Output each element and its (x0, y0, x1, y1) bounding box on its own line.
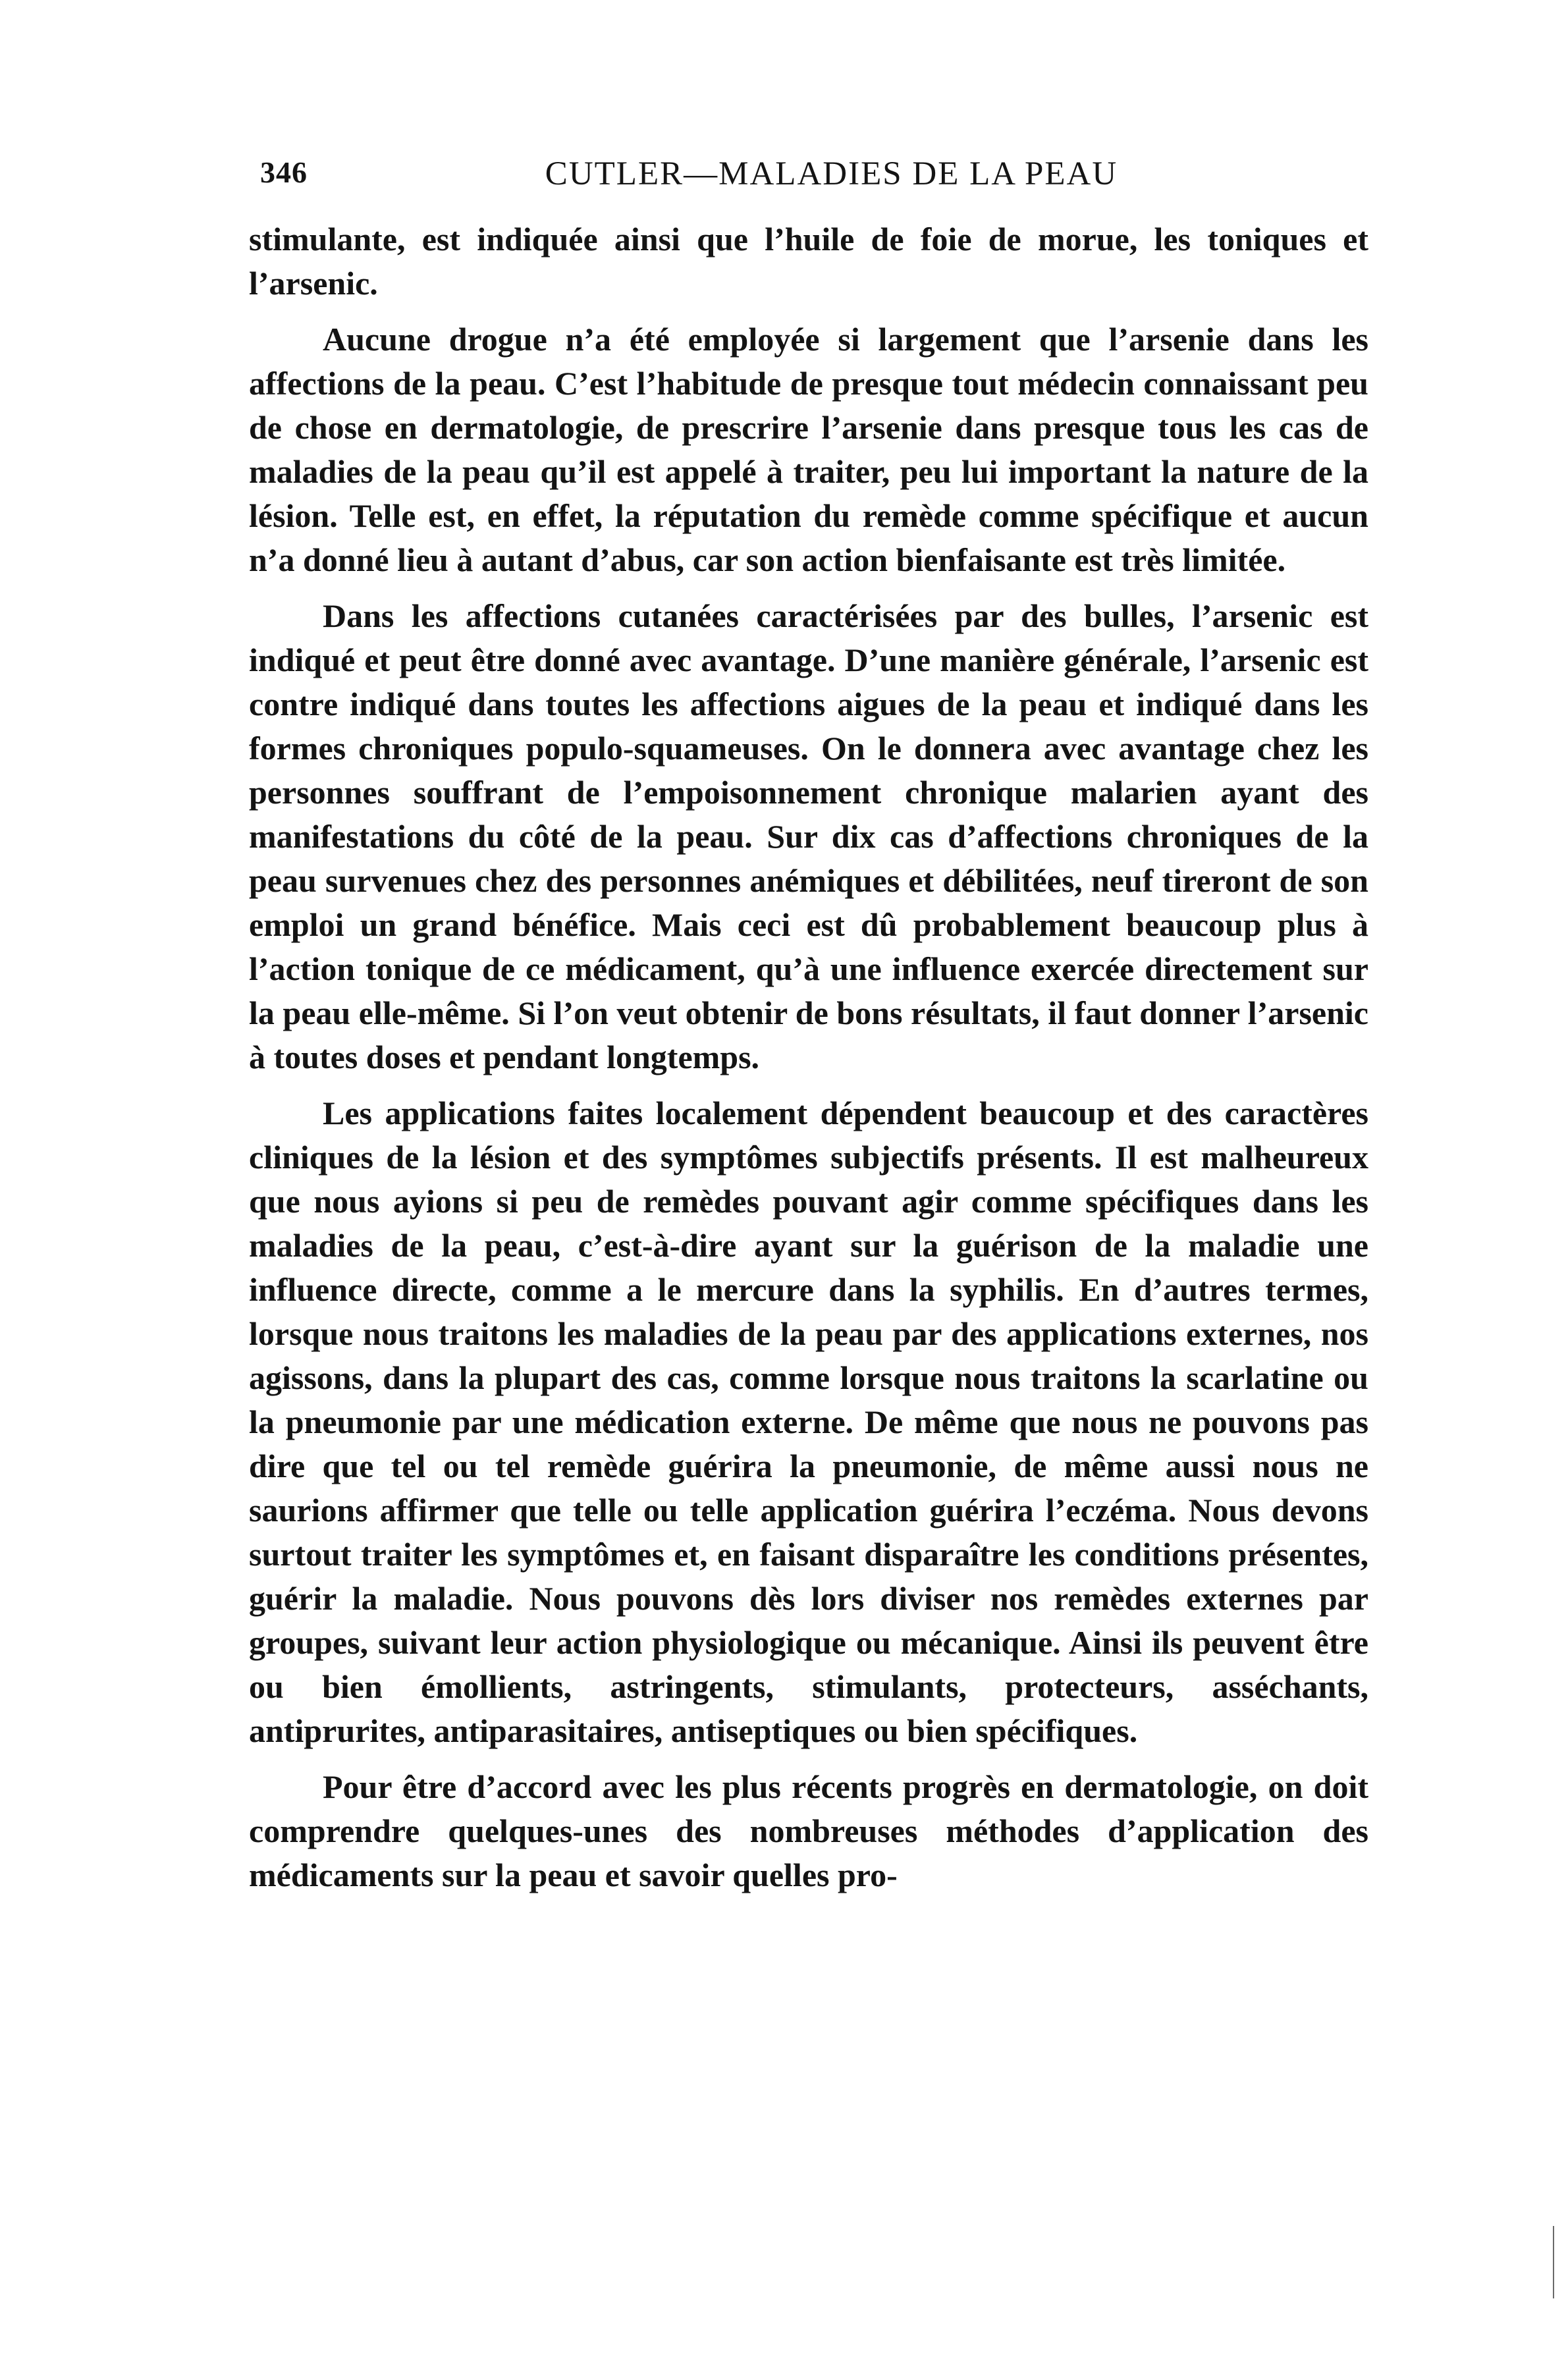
paragraph: Dans les affections cutanées caractérisées par des bulles, l’arsenic est indiqué et peut être donné avec avantage. D’une manière générale, l’arsenic est contre indiqué dans toutes les affections aigues de la peau et indiqué dans les formes chroniques populo-squameuses. On le donnera avec avantage chez les personnes souffrant de l’empoisonnement chronique malarien ayant des manifestations du côté de la peau. Sur dix cas d’affections chroniques de la peau survenues chez des personnes anémiques et débilitées, neuf tireront de son emploi un grand bénéfice. Mais ceci est dû probablement beaucoup plus à l’action tonique de ce médicament, qu’à une influence exercée directement sur la peau elle-même. Si l’on veut obtenir de bons résultats, il faut donner l’arsenic à toutes doses et pendant longtemps. (249, 597, 1368, 1075)
scan-margin-mark (1553, 2226, 1554, 2298)
page-header (260, 155, 1376, 201)
running-head: CUTLER—MALADIES DE LA PEAU (545, 155, 1118, 192)
paragraph: Pour être d’accord avec les plus récents progrès en dermatologie, on doit comprendre quelques-unes des nombreuses méthodes d’application des médicaments sur la peau et savoir quelles pro- (249, 1768, 1368, 1893)
page-number: 346 (260, 155, 308, 189)
paragraph: Les applications faites localement dépendent beaucoup et des caractères cliniques de la lésion et des symptômes subjectifs présents. Il est malheureux que nous ayions si peu de remèdes pouvant agir comme spécifiques dans les maladies de la peau, c’est-à-dire ayant sur la guérison de la maladie une influence directe, comme a le mercure dans la syphilis. En d’autres termes, lorsque nous traitons les maladies de la peau par des applications externes, nos agissons, dans la plupart des cas, comme lorsque nous traitons la scarlatine ou la pneumonie par une médication externe. De même que nous ne pouvons pas dire que tel ou tel remède guérira la pneumonie, de même aussi nous ne saurions affirmer que telle ou telle application guérira l’eczéma. Nous devons surtout traiter les symptômes et, en faisant disparaître les conditions présentes, guérir la maladie. Nous pouvons dès lors diviser nos remèdes externes par groupes, suivant leur action physiologique ou mécanique. Ainsi ils peuvent être ou bien émollients, astringents, stimulants, protecteurs, asséchants, antiprurites, antiparasitaires, antiseptiques ou bien spécifiques. (249, 1095, 1368, 1749)
body-text (249, 217, 1368, 1897)
paragraph-continuation: stimulante, est indiquée ainsi que l’huile de foie de morue, les toniques et l’arsenic. (249, 221, 1368, 302)
paragraph: Aucune drogue n’a été employée si largement que l’arsenie dans les affections de la peau. C’est l’habitude de presque tout médecin connaissant peu de chose en dermatologie, de prescrire l’arsenie dans presque tous les cas de maladies de la peau qu’il est appelé à traiter, peu lui important la nature de la lésion. Telle est, en effet, la réputation du remède comme spécifique et aucun n’a donné lieu à autant d’abus, car son action bienfaisante est très limitée. (249, 321, 1368, 578)
